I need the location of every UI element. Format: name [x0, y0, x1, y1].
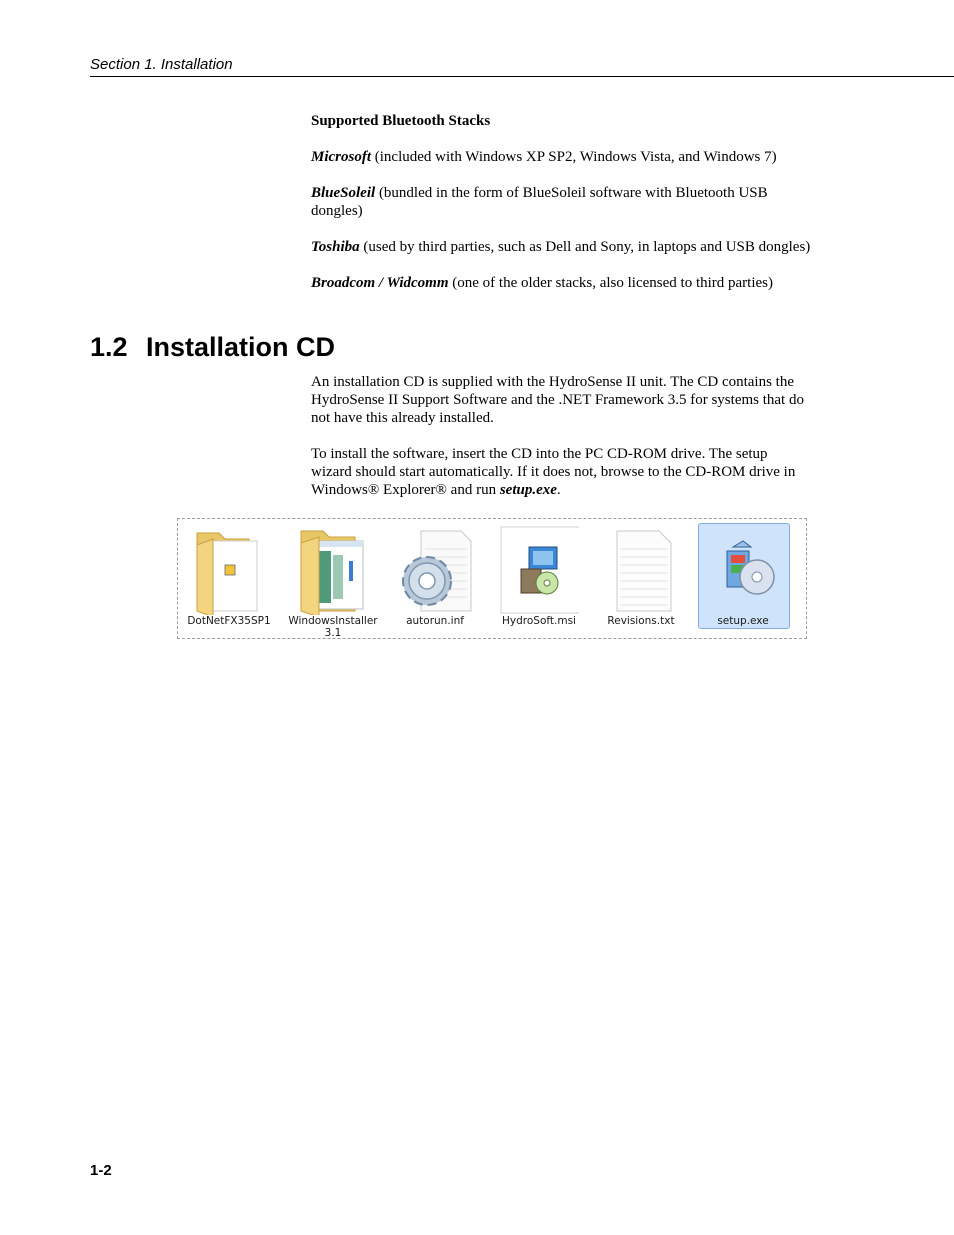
file-item-dotnetfx35sp1[interactable]: [182, 523, 276, 631]
file-label: DotNetFX35SP1: [187, 615, 271, 627]
stack-item: [311, 238, 811, 256]
file-label: WindowsInstaller 3.1: [288, 615, 378, 639]
stack-desc: (one of the older stacks, also licensed to third parties): [448, 275, 774, 291]
file-label: Revisions.txt: [607, 615, 675, 627]
paragraph: An installation CD is supplied with the HydroSense II unit. The CD contains the HydroSense II Support Software and the .NET Framework 3.5 for systems that do not have this already installed.: [311, 374, 804, 426]
file-label: HydroSoft.msi: [502, 615, 576, 627]
page-number: 1-2: [90, 1162, 112, 1179]
stack-name: Toshiba: [311, 239, 360, 255]
paragraph-text: To install the software, insert the CD into the PC CD-ROM drive. The setup wizard should start automatically. If it does not, browse to the CD-ROM drive in Windows® Explorer® and run: [311, 446, 796, 498]
stacks-title: Supported Bluetooth Stacks: [311, 113, 491, 129]
stack-desc: (included with Windows XP SP2, Windows Vista, and Windows 7): [371, 149, 777, 165]
stack-item: [311, 148, 811, 166]
file-item-revisions-txt[interactable]: [594, 523, 688, 631]
file-label: setup.exe: [717, 615, 769, 627]
paragraph: [311, 445, 811, 499]
stack-item: [311, 184, 811, 220]
stack-desc: (used by third parties, such as Dell and Sony, in laptops and USB dongles): [359, 239, 811, 255]
file-item-autorun-inf[interactable]: [388, 523, 482, 631]
paragraph-end: .: [556, 482, 561, 498]
setup-icon: [703, 525, 783, 615]
text-file-icon: [601, 525, 681, 615]
settings-file-icon: [395, 525, 475, 615]
section-title: Installation CD: [146, 332, 336, 362]
file-item-hydrosoft-msi[interactable]: [492, 523, 586, 631]
stack-desc: (bundled in the form of BlueSoleil software with Bluetooth USB dongles): [311, 185, 768, 219]
section-heading: [90, 330, 335, 364]
installer-package-icon: [499, 525, 579, 615]
stack-name: Broadcom / Widcomm: [311, 275, 449, 291]
explorer-file-view: [177, 518, 807, 639]
folder-icon: [293, 525, 373, 615]
page-header: [90, 55, 954, 77]
file-item-setup-exe[interactable]: [696, 523, 790, 631]
bluetooth-stacks-section: [311, 112, 811, 292]
setup-filename: setup.exe: [499, 482, 557, 498]
section-header-text: Section 1. Installation: [90, 56, 233, 73]
folder-icon: [189, 525, 269, 615]
stack-name: Microsoft: [311, 149, 371, 165]
section-number: 1.2: [90, 332, 128, 362]
stack-name: BlueSoleil: [311, 185, 376, 201]
stack-item: [311, 274, 811, 292]
file-item-windowsinstaller[interactable]: [286, 523, 380, 639]
installation-text: [311, 373, 811, 499]
file-label: autorun.inf: [406, 615, 464, 627]
